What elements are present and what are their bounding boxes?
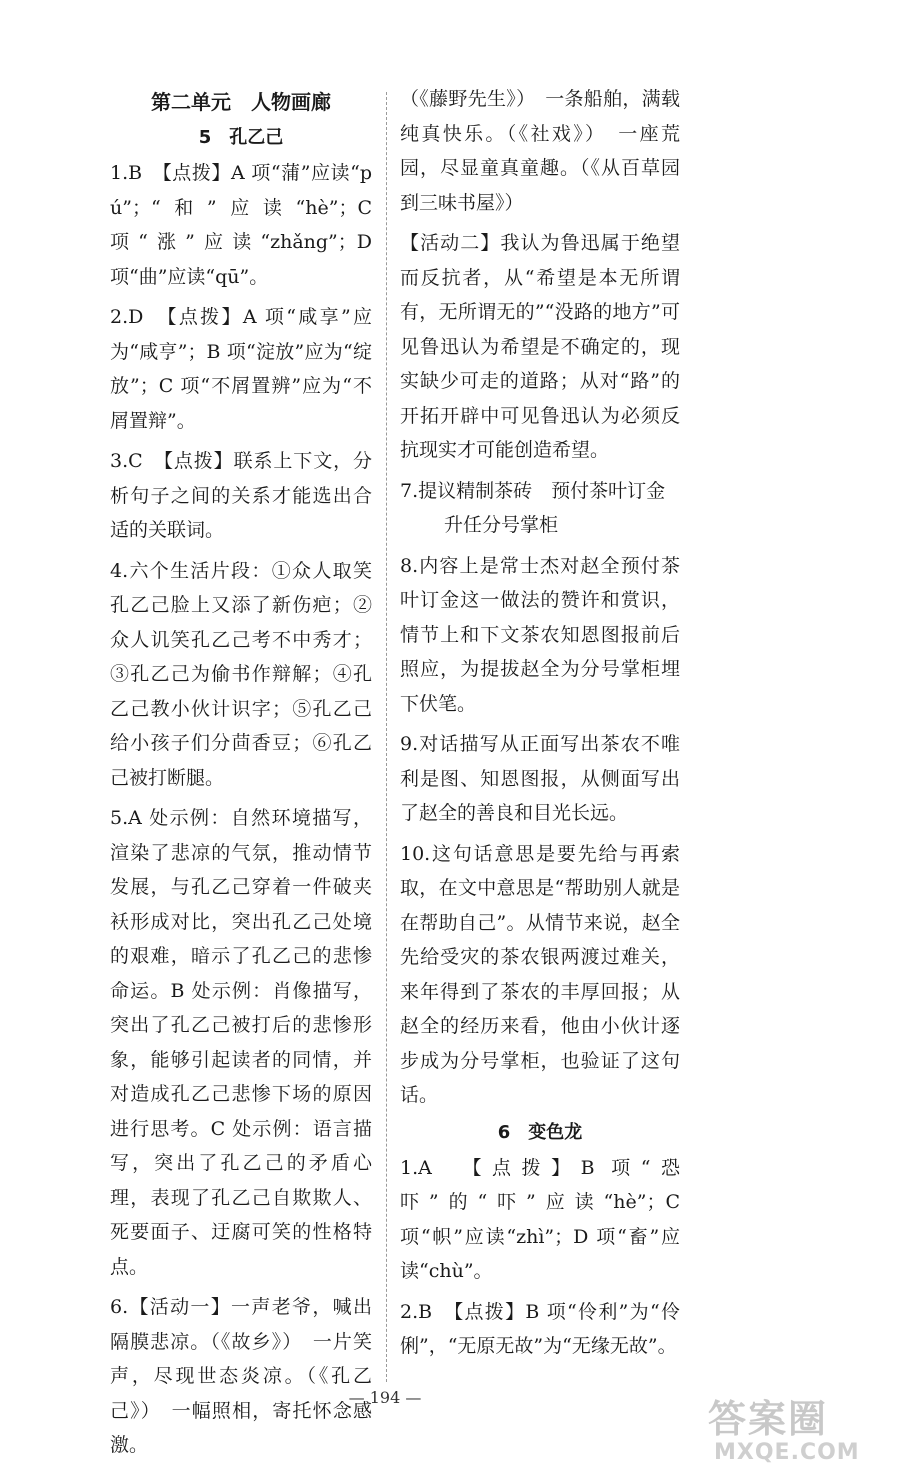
watermark <box>708 1398 898 1478</box>
answer-item-9: 9.对话描写从正面写出茶农不唯利是图、知恩图报，从侧面写出了赵全的善良和目光长远。 <box>400 733 680 824</box>
answer-item-1: 1.B 【点拨】A 项“蒲”应读“pú”；“和”应读“hè”；C 项“涨”应读“zhǎng”；D 项“曲”应读“qū”。 <box>110 162 372 288</box>
answer-item-6: 6.【活动一】一声老爷，喊出隔膜悲凉。（《故乡》） 一片笑声，尽现世态炎凉。（《孔乙己》） 一幅照相，寄托怀念感激。 <box>110 1296 372 1456</box>
left-column <box>110 82 372 1463</box>
chameleon-answer-item-2: 2.B 【点拨】B 项“伶利”为“伶俐”，“无原无故”为“无缘无故”。 <box>400 1300 680 1357</box>
page-number: — 194 — <box>348 1388 422 1407</box>
unit-title: 第二单元 人物画廊 <box>151 90 331 114</box>
watermark-logo: 答案圈 <box>708 1397 829 1441</box>
answer-item-7-line-1: 提议精制茶砖 预付茶叶订金 <box>418 479 666 502</box>
answer-item-7 <box>400 474 680 543</box>
answer-item-5: 5.A 处示例：自然环境描写，渲染了悲凉的气氛，推动情节发展，与孔乙己穿着一件破夹袄形成对比，突出孔乙己处境的艰难，暗示了孔乙己的悲惨命运。B 处示例：肖像描写，突出了孔乙己被打后的悲惨形象，能够引起读者的同情，并对造成孔乙己悲惨下场的原因进行思考。C 处示例：语言描写，突出了孔乙己的矛盾心理，表现了孔乙己自欺欺人、死要面子、迂腐可笑的性格特点。 <box>110 807 372 1278</box>
chameleon-answer-item-1: 1.A 【点拨】B 项“恐吓”的“吓”应读“hè”；C 项“帜”应读“zhì”；D 项“畜”应读“chù”。 <box>400 1156 680 1282</box>
answer-item-7-line-2: 升任分号掌柜 <box>444 514 559 536</box>
lesson-title-kongyiji: 5 孔乙己 <box>198 127 284 148</box>
right-column <box>400 82 680 1364</box>
answer-item-10: 10.这句话意思是要先给与再索取，在文中意思是“帮助别人就是在帮助自己”。从情节来说，赵全先给受灾的茶农银两渡过难关，来年得到了茶农的丰厚回报；从赵全的经历来看，他由小伙计逐步成为分号掌柜，也验证了这句话。 <box>400 842 680 1106</box>
answer-item-2: 2.D 【点拨】A 项“咸享”应为“咸亨”；B 项“淀放”应为“绽放”；C 项“不屑置辨”应为“不屑置辩”。 <box>110 306 372 432</box>
answer-item-3: 3.C 【点拨】联系上下文，分析句子之间的关系才能选出合适的关联词。 <box>110 450 372 541</box>
lesson-title-chameleon: 6 变色龙 <box>497 1121 583 1143</box>
answer-item-6-continued: （《藤野先生》） 一条船舶，满载纯真快乐。（《社戏》） 一座荒园，尽显童真童趣。（《从百草园到三味书屋》） <box>400 88 680 214</box>
answer-item-4: 4.六个生活片段：①众人取笑孔乙己脸上又添了新伤疤；②众人讥笑孔乙己考不中秀才；③孔乙己为偷书作辩解；④孔乙己教小伙计识字；⑤孔乙己给小孩子们分茴香豆；⑥孔乙己被打断腿。 <box>110 559 372 789</box>
column-divider <box>386 92 387 1382</box>
answer-item-7-number: 7. <box>400 479 419 502</box>
answer-item-8: 8.内容上是常士杰对赵全预付茶叶订金这一做法的赞许和赏识，情节上和下文茶农知恩图报前后照应，为提拔赵全为分号掌柜埋下伏笔。 <box>400 554 680 715</box>
watermark-url: MXQE.COM <box>714 1440 860 1465</box>
answer-item-6-activity-two: 【活动二】我认为鲁迅属于绝望而反抗者，从“希望是本无所谓有，无所谓无的”“没路的地方”可见鲁迅认为希望是不确定的，现实缺少可走的道路；从对“路”的开拓开辟中可见鲁迅认为必须反抗现实才可能创造希望。 <box>400 232 680 461</box>
